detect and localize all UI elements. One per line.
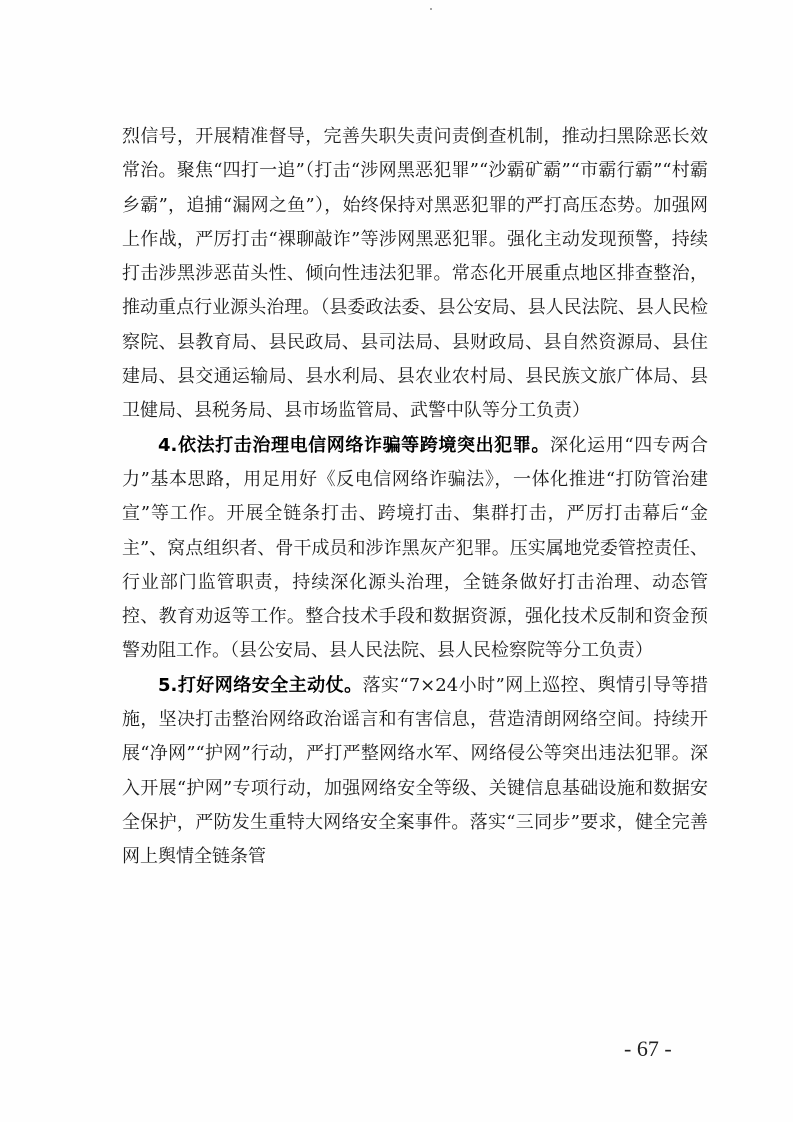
section-5-body: 落实“7×24小时”网上巡控、舆情引导等措施，坚决打击整治网络政治谣言和有害信息，营造清朗网络空间。持续开展“净网”“护网”行动，严打严整网络水军、网络侵公等突出违法犯罪。深入开展“护网”专项行动，加强网络安全等级、关键信息基础设施和数据安全保护，严防发生重特大网络安全案事件。落实“三同步”要求，健全完善网上舆情全链条管 [122, 674, 708, 868]
body-text [122, 120, 708, 875]
section-5-paragraph [122, 669, 708, 875]
page-number: - 67 - [624, 1036, 672, 1061]
scan-speck [430, 8, 432, 10]
section-5-heading: 5.打好网络安全主动仗。 [158, 674, 363, 696]
section-4-paragraph [122, 429, 708, 669]
section-4-body: 深化运用“四专两合力”基本思路，用足用好《反电信网络诈骗法》，一体化推进“打防管治建宣”等工作。开展全链条打击、跨境打击、集群打击，严厉打击幕后“金主”、窝点组织者、骨干成员和涉诈黑灰产犯罪。压实属地党委管控责任、行业部门监管职责，持续深化源头治理，全链条做好打击治理、动态管控、教育劝返等工作。整合技术手段和数据资源，强化技术反制和资金预警劝阻工作。（县公安局、县人民法院、县人民检察院等分工负责） [122, 434, 708, 662]
paragraph-continued: 烈信号，开展精准督导，完善失职失责问责倒查机制，推动扫黑除恶长效常治。聚焦“四打一追”（打击“涉网黑恶犯罪”“沙霸矿霸”“市霸行霸”“村霸乡霸”，追捕“漏网之鱼”），始终保持对黑恶犯罪的严打高压态势。加强网上作战，严厉打击“裸聊敲诈”等涉网黑恶犯罪。强化主动发现预警，持续打击涉黑涉恶苗头性、倾向性违法犯罪。常态化开展重点地区排查整治，推动重点行业源头治理。（县委政法委、县公安局、县人民法院、县人民检察院、县教育局、县民政局、县司法局、县财政局、县自然资源局、县住建局、县交通运输局、县水利局、县农业农村局、县民族文旅广体局、县卫健局、县税务局、县市场监管局、武警中队等分工负责） [122, 126, 708, 422]
section-4-heading: 4.依法打击治理电信网络诈骗等跨境突出犯罪。 [158, 434, 550, 456]
